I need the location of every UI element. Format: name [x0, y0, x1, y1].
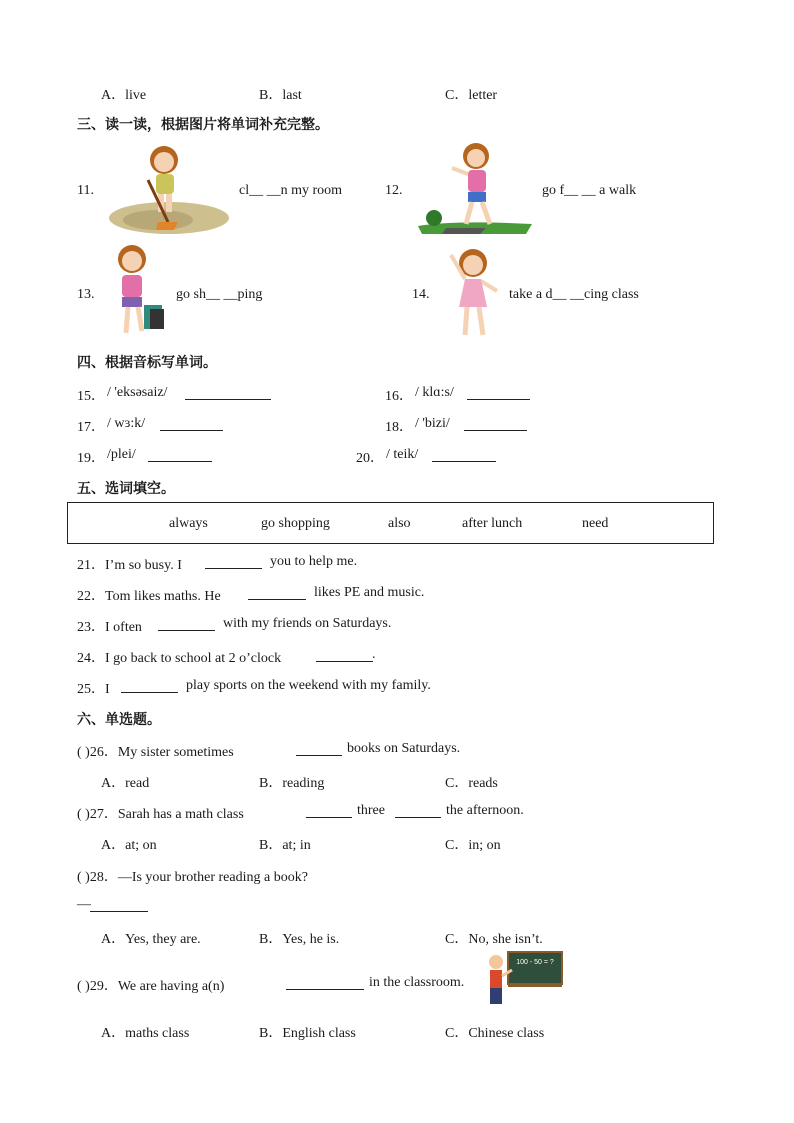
question-stem: ( )26．My sister sometimes: [77, 745, 234, 760]
fill-phrase: go sh__ __ping: [176, 287, 263, 302]
option-a: A．read: [101, 776, 150, 791]
answer-blank[interactable]: [148, 461, 212, 462]
option-b: B．reading: [259, 776, 325, 791]
option-c: C．in; on: [445, 838, 501, 853]
phonetic: /plei/: [107, 447, 136, 462]
answer-blank[interactable]: [316, 661, 373, 662]
word-bank-word: always: [169, 516, 208, 531]
option-a: A．Yes, they are.: [101, 932, 201, 947]
fill-phrase: go f__ __ a walk: [542, 183, 637, 198]
phonetic: / klɑ:s/: [415, 385, 454, 400]
question-stem: 23．I often: [77, 620, 142, 635]
answer-blank[interactable]: [160, 430, 223, 431]
question-stem: you to help me.: [270, 554, 358, 569]
option-b: B．at; in: [259, 838, 311, 853]
answer-blank[interactable]: [121, 692, 178, 693]
question-stem: three: [357, 803, 385, 818]
question-number: 11.: [77, 183, 94, 198]
answer-blank[interactable]: [432, 461, 496, 462]
question-stem: with my friends on Saturdays.: [223, 616, 392, 631]
option-a: A．at; on: [101, 838, 157, 853]
question-stem: 24．I go back to school at 2 o’clock: [77, 651, 282, 666]
question-number: 15．: [77, 389, 105, 404]
option-c: C．Chinese class: [445, 1026, 545, 1041]
phonetic: / wɜ:k/: [107, 416, 146, 431]
question-number: 12.: [385, 183, 403, 198]
answer-blank[interactable]: [90, 911, 148, 912]
section-heading: 三、读一读，根据图片将单词补充完整。: [77, 117, 329, 133]
question-stem: 25．I: [77, 682, 110, 697]
section-heading: 五、选词填空。: [77, 481, 175, 497]
option-a: A．live: [101, 88, 147, 103]
question-number: 16．: [385, 389, 413, 404]
answer-blank[interactable]: [464, 430, 527, 431]
blackboard-text: 100 - 50 = ?: [516, 959, 554, 966]
question-number: 13.: [77, 287, 95, 302]
option-c: C．No, she isn’t.: [445, 932, 543, 947]
answer-dash: —: [77, 897, 91, 912]
answer-blank[interactable]: [306, 817, 352, 818]
phonetic: / teik/: [386, 447, 419, 462]
girl-shopping-illustration: [106, 243, 168, 341]
question-stem: 21．I’m so busy. I: [77, 558, 182, 573]
question-stem: likes PE and music.: [314, 585, 425, 600]
girl-sweeping-illustration: [108, 140, 230, 236]
option-c: C．letter: [445, 88, 498, 103]
girl-dancing-illustration: [443, 245, 503, 341]
question-stem: in the classroom.: [369, 975, 465, 990]
question-number: 20．: [356, 451, 384, 466]
answer-blank[interactable]: [185, 399, 271, 400]
question-stem: .: [372, 647, 376, 662]
section-heading: 四、根据音标写单词。: [77, 355, 217, 371]
answer-blank[interactable]: [158, 630, 215, 631]
phonetic: / 'bizi/: [415, 416, 450, 431]
question-number: 14.: [412, 287, 430, 302]
word-bank-word: need: [582, 516, 609, 531]
question-stem: 22．Tom likes maths. He: [77, 589, 221, 604]
question-stem: ( )28．—Is your brother reading a book?: [77, 870, 308, 885]
answer-blank[interactable]: [286, 989, 364, 990]
question-stem: the afternoon.: [446, 803, 524, 818]
option-b: B．last: [259, 88, 302, 103]
option-b: B．English class: [259, 1026, 356, 1041]
question-stem: play sports on the weekend with my family.: [186, 678, 431, 693]
answer-blank[interactable]: [248, 599, 306, 600]
question-stem: books on Saturdays.: [347, 741, 461, 756]
question-number: 17．: [77, 420, 105, 435]
girl-walking-illustration: [416, 140, 534, 236]
fill-phrase: cl__ __n my room: [239, 183, 343, 198]
option-a: A．maths class: [101, 1026, 190, 1041]
word-bank-word: also: [388, 516, 411, 531]
option-c: C．reads: [445, 776, 498, 791]
answer-blank[interactable]: [296, 755, 342, 756]
phonetic: / 'eksəsaiz/: [107, 385, 168, 400]
question-stem: ( )27．Sarah has a math class: [77, 807, 244, 822]
teacher-at-blackboard-illustration: [482, 950, 564, 1012]
answer-blank[interactable]: [467, 399, 530, 400]
question-number: 18．: [385, 420, 413, 435]
question-number: 19．: [77, 451, 105, 466]
section-heading: 六、单选题。: [77, 712, 161, 728]
word-bank-word: after lunch: [462, 516, 523, 531]
answer-blank[interactable]: [395, 817, 441, 818]
option-b: B．Yes, he is.: [259, 932, 340, 947]
word-bank-word: go shopping: [261, 516, 330, 531]
fill-phrase: take a d__ __cing class: [509, 287, 639, 302]
answer-blank[interactable]: [205, 568, 262, 569]
question-stem: ( )29．We are having a(n): [77, 979, 225, 994]
